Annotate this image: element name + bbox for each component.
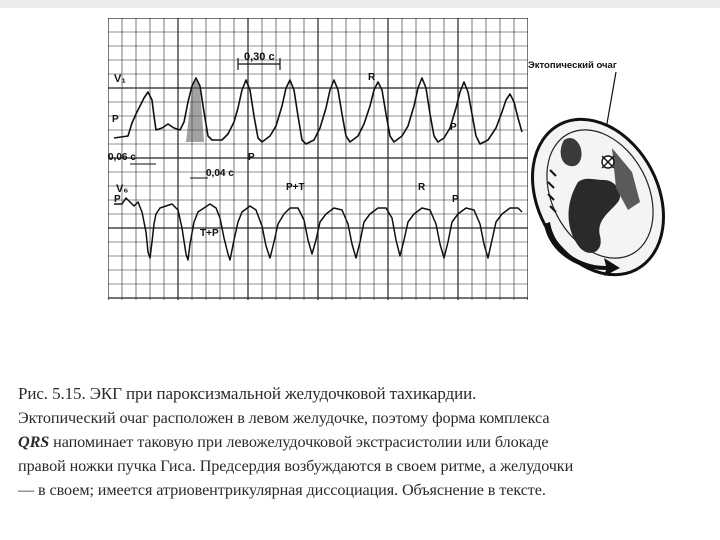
caption-line-4: правой ножки пучка Гиса. Предсердия возбуждаются в своем ритме, а желудочки [18,457,574,475]
label-wave-pt: P+T [286,182,305,193]
label-wave-p-3: P [450,122,457,133]
label-wave-tp: T+P [200,228,219,239]
label-wave-r-1: R [368,72,376,83]
figure-caption [18,382,702,502]
label-wave-r-2: R [418,182,426,193]
label-interval-qrs: 0,04 c [206,168,234,179]
label-wave-p-5: P [452,194,459,205]
label-wave-p-4: P [114,194,121,205]
caption-title: Рис. 5.15. ЭКГ при пароксизмальной желудочковой тахикардии. [18,384,477,403]
caption-line-5: — в своем; имеется атриовентрикулярная диссоциация. Объяснение в тексте. [18,481,546,499]
caption-line-3 [18,430,702,454]
label-wave-p-2: P [248,152,255,163]
label-interval-p: 0,06 c [108,152,136,163]
heart-diagram [520,52,670,282]
caption-line-3-text: напоминает таковую при левожелудочковой экстрасистолии или блокаде [49,433,549,451]
label-wave-p-1: P [112,114,119,125]
caption-line-2: Эктопический очаг расположен в левом желудочке, поэтому форма комплекса [18,409,550,427]
label-lead-v6: V₆ [116,183,129,195]
label-interval-rr: 0,30 c [244,51,275,63]
ecg-grid [108,18,528,300]
caption-qrs-term: QRS [18,433,50,451]
label-lead-v1: V₁ [114,73,126,85]
ecg-strip [108,18,528,300]
ectopic-focus-icon [602,156,614,168]
heart-label: Эктопический очаг [528,60,617,71]
